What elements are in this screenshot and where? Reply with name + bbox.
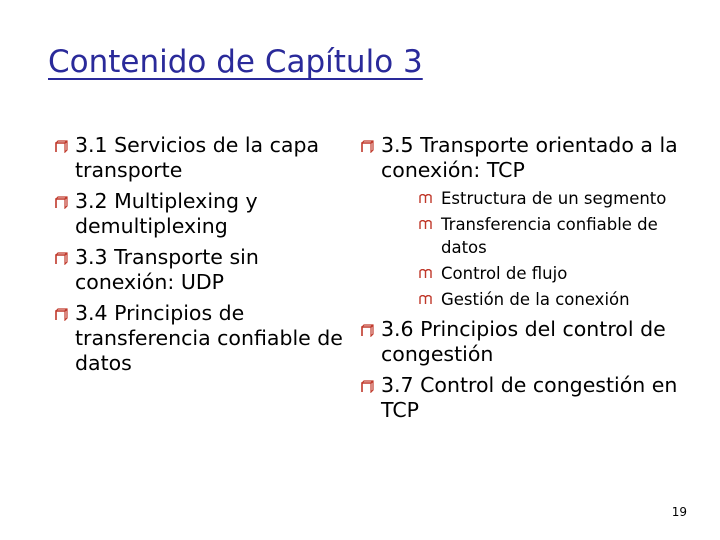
list-item (358, 317, 708, 367)
list-item-text: 3.2 Multiplexing y demultiplexing (75, 189, 258, 238)
list-item (52, 189, 352, 239)
m-shaped-bullet-icon (419, 220, 432, 229)
m-shaped-bullet-icon (419, 295, 432, 304)
list-item-text: 3.5 Transporte orientado a la conexión: TCP (381, 133, 678, 182)
m-shaped-bullet-icon (419, 269, 432, 278)
sub-list-item (419, 213, 708, 259)
list-item (52, 245, 352, 295)
sub-list-item-text: Control de flujo (441, 264, 568, 283)
list-item-text: 3.4 Principios de transferencia confiable de datos (75, 301, 343, 375)
left-column (52, 133, 352, 382)
hollow-square-bullet-icon (55, 308, 68, 321)
list-item (52, 133, 352, 183)
hollow-square-bullet-icon (361, 324, 374, 337)
sub-list-item-text: Estructura de un segmento (441, 189, 667, 208)
sub-bullet-list (419, 187, 708, 311)
left-bullet-list (52, 133, 352, 376)
list-item-text: 3.3 Transporte sin conexión: UDP (75, 245, 259, 294)
hollow-square-bullet-icon (361, 380, 374, 393)
hollow-square-bullet-icon (361, 140, 374, 153)
m-shaped-bullet-icon (419, 194, 432, 203)
list-item-text: 3.1 Servicios de la capa transporte (75, 133, 320, 182)
right-column (358, 133, 708, 429)
sub-list-item (419, 187, 708, 210)
slide-title: Contenido de Capítulo 3 (48, 44, 423, 80)
list-item-text: 3.7 Control de congestión en TCP (381, 373, 678, 422)
list-item (52, 301, 352, 376)
list-item-text: 3.6 Principios del control de congestión (381, 317, 666, 366)
page-number: 19 (671, 505, 687, 519)
sub-list-item-text: Transferencia confiable de datos (441, 215, 658, 257)
sub-list-item (419, 288, 708, 311)
list-item (358, 373, 708, 423)
hollow-square-bullet-icon (55, 140, 68, 153)
list-item (358, 133, 708, 311)
sub-list-item-text: Gestión de la conexión (441, 290, 630, 309)
hollow-square-bullet-icon (55, 196, 68, 209)
right-bullet-list (358, 133, 708, 423)
sub-list-item (419, 262, 708, 285)
hollow-square-bullet-icon (55, 252, 68, 265)
